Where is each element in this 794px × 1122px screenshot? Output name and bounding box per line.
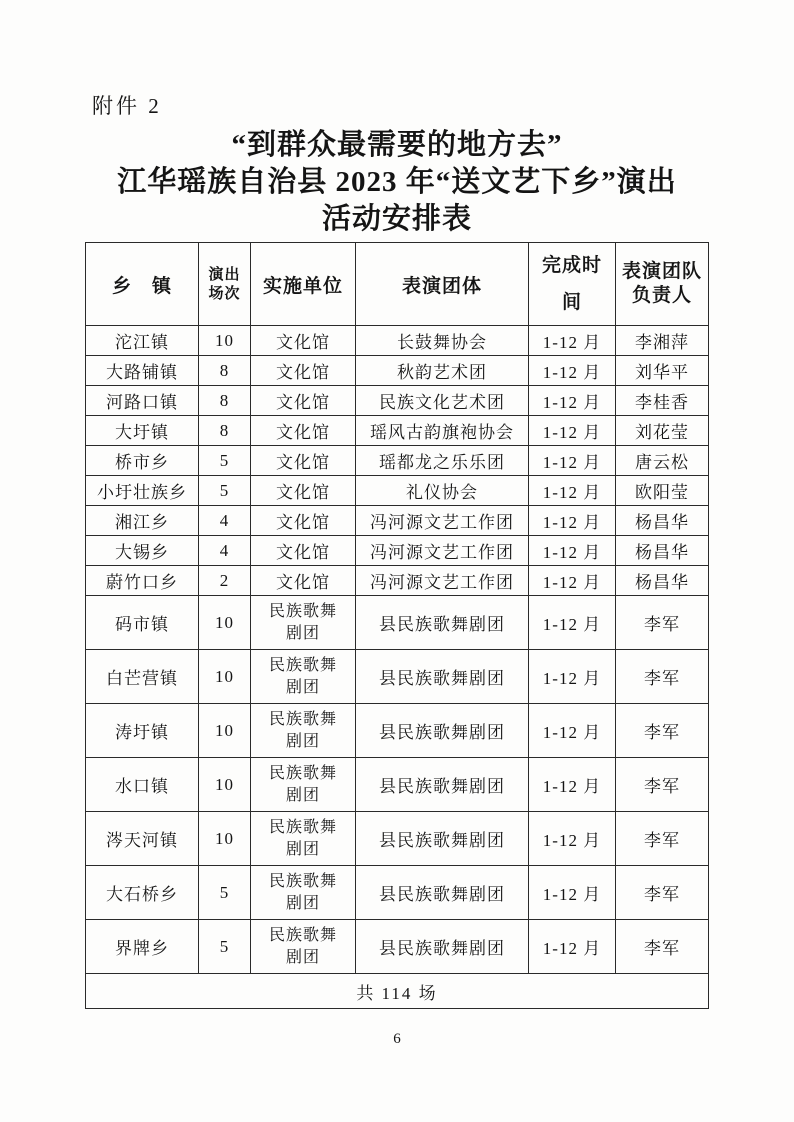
col-header-team-leader-line2: 负责人	[631, 285, 692, 306]
completion-time-cell: 1-12 月	[529, 758, 616, 812]
col-header-performance-group: 表演团体	[356, 243, 529, 326]
team-leader-cell: 李军	[616, 758, 709, 812]
completion-time-cell: 1-12 月	[529, 650, 616, 704]
performance-group-cell: 冯河源文艺工作团	[356, 536, 529, 566]
completion-time-cell: 1-12 月	[529, 566, 616, 596]
township-cell: 小圩壮族乡	[86, 476, 199, 506]
completion-time-cell: 1-12 月	[529, 416, 616, 446]
implementing-unit-cell: 文化馆	[251, 416, 356, 446]
table-row	[86, 326, 709, 356]
completion-time-cell: 1-12 月	[529, 704, 616, 758]
completion-time-cell: 1-12 月	[529, 536, 616, 566]
col-header-implementing-unit: 实施单位	[251, 243, 356, 326]
implementing-unit-cell: 民族歌舞 剧团	[251, 920, 356, 974]
completion-time-cell: 1-12 月	[529, 506, 616, 536]
team-leader-cell: 刘花莹	[616, 416, 709, 446]
township-cell: 水口镇	[86, 758, 199, 812]
table-row	[86, 356, 709, 386]
implementing-unit-cell: 文化馆	[251, 476, 356, 506]
township-cell: 湘江乡	[86, 506, 199, 536]
implementing-unit-cell: 民族歌舞 剧团	[251, 866, 356, 920]
performance-group-cell: 礼仪协会	[356, 476, 529, 506]
performance-group-cell: 县民族歌舞剧团	[356, 704, 529, 758]
township-cell: 河路口镇	[86, 386, 199, 416]
township-cell: 大圩镇	[86, 416, 199, 446]
team-leader-cell: 李军	[616, 920, 709, 974]
township-cell: 沱江镇	[86, 326, 199, 356]
table-row	[86, 758, 709, 812]
table-row	[86, 506, 709, 536]
col-header-completion-time-line2: 间	[561, 292, 582, 313]
show-count-cell: 10	[199, 326, 251, 356]
team-leader-cell: 杨昌华	[616, 506, 709, 536]
township-cell: 涔天河镇	[86, 812, 199, 866]
show-count-cell: 5	[199, 866, 251, 920]
township-cell: 白芒营镇	[86, 650, 199, 704]
col-header-township: 乡 镇	[86, 243, 199, 326]
schedule-table	[85, 242, 709, 1009]
table-row	[86, 650, 709, 704]
table-row	[86, 920, 709, 974]
township-cell: 大石桥乡	[86, 866, 199, 920]
show-count-cell: 8	[199, 356, 251, 386]
total-row	[86, 974, 709, 1009]
show-count-cell: 2	[199, 566, 251, 596]
title-line-2: 江华瑶族自治县 2023 年“送文艺下乡”演出	[117, 166, 677, 198]
performance-group-cell: 瑶风古韵旗袍协会	[356, 416, 529, 446]
col-header-completion-time	[529, 243, 616, 326]
performance-group-cell: 秋韵艺术团	[356, 356, 529, 386]
show-count-cell: 10	[199, 812, 251, 866]
implementing-unit-cell: 民族歌舞 剧团	[251, 812, 356, 866]
performance-group-cell: 民族文化艺术团	[356, 386, 529, 416]
col-header-show-count-line2: 场次	[208, 285, 241, 302]
completion-time-cell: 1-12 月	[529, 812, 616, 866]
completion-time-cell: 1-12 月	[529, 446, 616, 476]
implementing-unit-cell: 文化馆	[251, 566, 356, 596]
table-row	[86, 536, 709, 566]
team-leader-cell: 李军	[616, 704, 709, 758]
performance-group-cell: 县民族歌舞剧团	[356, 812, 529, 866]
header-row	[86, 243, 709, 326]
performance-group-cell: 县民族歌舞剧团	[356, 650, 529, 704]
show-count-cell: 4	[199, 506, 251, 536]
township-cell: 界牌乡	[86, 920, 199, 974]
team-leader-cell: 李军	[616, 596, 709, 650]
township-cell: 大锡乡	[86, 536, 199, 566]
township-cell: 码市镇	[86, 596, 199, 650]
implementing-unit-cell: 民族歌舞 剧团	[251, 704, 356, 758]
team-leader-cell: 杨昌华	[616, 566, 709, 596]
township-cell: 涛圩镇	[86, 704, 199, 758]
performance-group-cell: 冯河源文艺工作团	[356, 506, 529, 536]
performance-group-cell: 县民族歌舞剧团	[356, 866, 529, 920]
show-count-cell: 4	[199, 536, 251, 566]
completion-time-cell: 1-12 月	[529, 356, 616, 386]
col-header-show-count-line1: 演出	[208, 266, 241, 283]
document-title	[0, 127, 794, 238]
table-row	[86, 476, 709, 506]
performance-group-cell: 长鼓舞协会	[356, 326, 529, 356]
table-row	[86, 386, 709, 416]
col-header-team-leader	[616, 243, 709, 326]
performance-group-cell: 县民族歌舞剧团	[356, 920, 529, 974]
completion-time-cell: 1-12 月	[529, 920, 616, 974]
completion-time-cell: 1-12 月	[529, 866, 616, 920]
col-header-team-leader-line1: 表演团队	[621, 261, 702, 282]
completion-time-cell: 1-12 月	[529, 476, 616, 506]
table-row	[86, 812, 709, 866]
page-number: 6	[393, 1031, 401, 1047]
implementing-unit-cell: 文化馆	[251, 356, 356, 386]
team-leader-cell: 李军	[616, 650, 709, 704]
completion-time-cell: 1-12 月	[529, 326, 616, 356]
performance-group-cell: 县民族歌舞剧团	[356, 758, 529, 812]
team-leader-cell: 李军	[616, 866, 709, 920]
implementing-unit-cell: 文化馆	[251, 506, 356, 536]
performance-group-cell: 冯河源文艺工作团	[356, 566, 529, 596]
show-count-cell: 10	[199, 650, 251, 704]
col-header-completion-time-line1: 完成时	[541, 255, 602, 276]
implementing-unit-cell: 民族歌舞 剧团	[251, 650, 356, 704]
show-count-cell: 5	[199, 920, 251, 974]
col-header-show-count	[199, 243, 251, 326]
team-leader-cell: 李湘萍	[616, 326, 709, 356]
team-leader-cell: 欧阳莹	[616, 476, 709, 506]
show-count-cell: 10	[199, 704, 251, 758]
team-leader-cell: 李军	[616, 812, 709, 866]
implementing-unit-cell: 民族歌舞 剧团	[251, 596, 356, 650]
team-leader-cell: 杨昌华	[616, 536, 709, 566]
show-count-cell: 5	[199, 476, 251, 506]
show-count-cell: 10	[199, 758, 251, 812]
table-row	[86, 704, 709, 758]
township-cell: 桥市乡	[86, 446, 199, 476]
implementing-unit-cell: 文化馆	[251, 326, 356, 356]
title-line-1: “到群众最需要的地方去”	[231, 129, 563, 161]
total-cell: 共 114 场	[86, 974, 709, 1009]
show-count-cell: 8	[199, 416, 251, 446]
table-row	[86, 566, 709, 596]
performance-group-cell: 瑶都龙之乐乐团	[356, 446, 529, 476]
implementing-unit-cell: 民族歌舞 剧团	[251, 758, 356, 812]
table-row	[86, 446, 709, 476]
attachment-label: 附件 2	[92, 94, 162, 118]
completion-time-cell: 1-12 月	[529, 596, 616, 650]
implementing-unit-cell: 文化馆	[251, 536, 356, 566]
show-count-cell: 8	[199, 386, 251, 416]
completion-time-cell: 1-12 月	[529, 386, 616, 416]
township-cell: 大路铺镇	[86, 356, 199, 386]
implementing-unit-cell: 文化馆	[251, 446, 356, 476]
performance-group-cell: 县民族歌舞剧团	[356, 596, 529, 650]
team-leader-cell: 李桂香	[616, 386, 709, 416]
table-row	[86, 416, 709, 446]
show-count-cell: 10	[199, 596, 251, 650]
title-line-3: 活动安排表	[321, 203, 472, 235]
township-cell: 蔚竹口乡	[86, 566, 199, 596]
team-leader-cell: 唐云松	[616, 446, 709, 476]
show-count-cell: 5	[199, 446, 251, 476]
implementing-unit-cell: 文化馆	[251, 386, 356, 416]
table-row	[86, 596, 709, 650]
team-leader-cell: 刘华平	[616, 356, 709, 386]
table-row	[86, 866, 709, 920]
